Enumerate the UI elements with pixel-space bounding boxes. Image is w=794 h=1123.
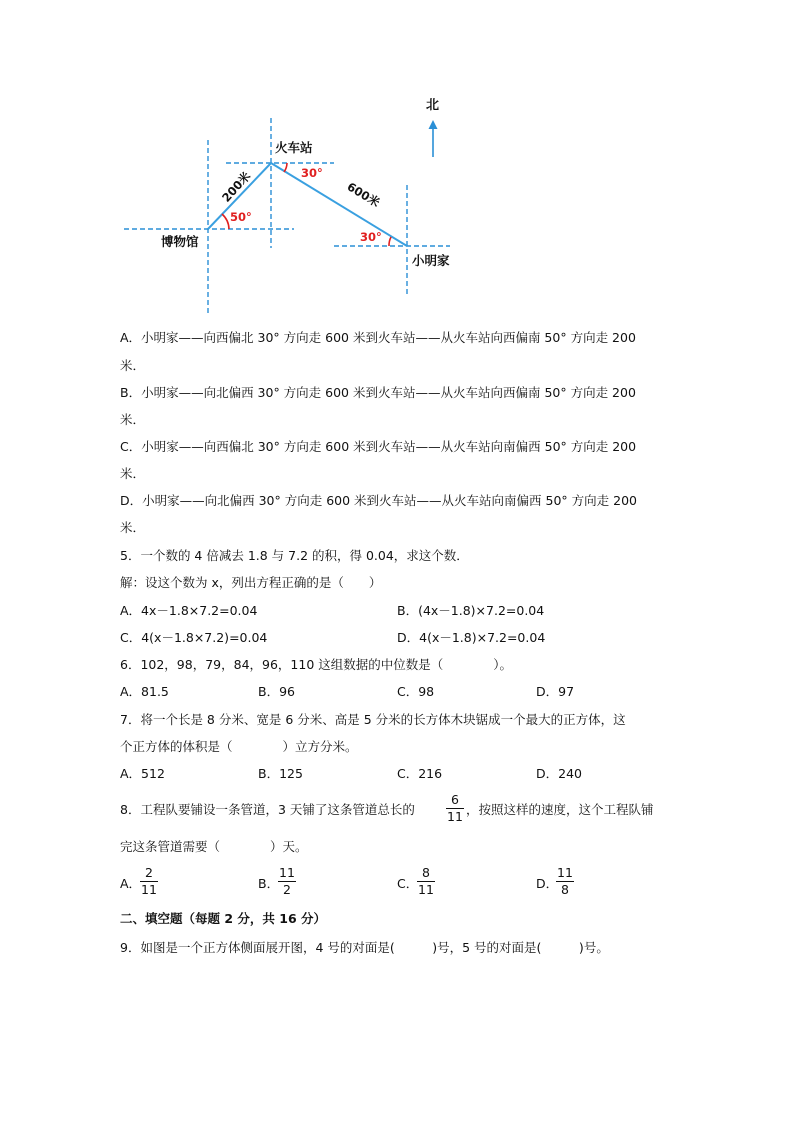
q6-stem: 6．102，98，79，84，96，110 这组数据的中位数是（ ）。 [120,657,513,672]
station-angle-arc [284,163,287,172]
museum-label: 博物馆 [161,234,199,249]
fraction-numerator: 11 [557,865,573,880]
section-heading: 二、填空题（每题 2 分，共 16 分） [120,911,327,926]
home-angle-label: 30° [360,230,382,244]
q7-option-d: D．240 [536,766,582,781]
q7-option-a: A．512 [120,766,165,781]
distance-200-label: 200米 [219,169,254,205]
q4-option-a-line1: A．小明家——向西偏北 30° 方向走 600 米到火车站——从火车站向西偏南 50° 方向走 200 [120,330,636,345]
station-label: 火车站 [275,140,313,155]
q5-option-d: D．4(x－1.8)×7.2=0.04 [397,630,546,645]
fraction-denominator: 11 [447,809,463,824]
q8-option-b-fraction [278,866,296,897]
q8-option-a-fraction [140,866,158,897]
fraction-numerator: 2 [140,866,158,882]
q7-stem-line1: 7．将一个长是 8 分米、宽是 6 分米、高是 5 分米的长方体木块锯成一个最大的正方体，这 [120,712,626,727]
q6-option-b: B．96 [258,684,295,699]
station-angle-label: 30° [301,166,323,180]
q8-option-c-fraction [417,866,435,897]
fraction-denominator: 8 [561,882,569,897]
q7-option-b: B．125 [258,766,303,781]
q8-stem-line2: 完这条管道需要（ ）天。 [120,839,308,854]
direction-diagram [0,0,794,330]
route-station-home [271,163,407,246]
home-label: 小明家 [412,253,450,268]
q6-option-d: D．97 [536,684,575,699]
fraction-denominator: 11 [141,882,157,897]
fraction-numerator: 8 [417,866,435,882]
home-angle-arc [389,237,391,246]
q4-option-b-line2: 米． [120,412,146,427]
q4-option-c-line2: 米． [120,466,146,481]
fraction-denominator: 2 [283,882,291,897]
q8-option-d-fraction [556,866,574,897]
q9-stem: 9．如图是一个正方体侧面展开图，4 号的对面是( )号，5 号的对面是( )号。 [120,940,609,955]
q8-stem-pre: 8．工程队要铺设一条管道，3 天铺了这条管道总长的 [120,802,415,817]
q5-stem: 5．一个数的 4 倍减去 1.8 与 7.2 的积，得 0.04，求这个数． [120,548,469,563]
q8-option-d-label: D． [536,876,559,891]
q4-option-a-line2: 米． [120,358,146,373]
fraction-numerator: 6 [446,793,464,809]
q6-option-a: A．81.5 [120,684,169,699]
q4-option-b-line1: B．小明家——向北偏西 30° 方向走 600 米到火车站——从火车站向西偏南 50° 方向走 200 [120,385,636,400]
q8-option-b-label: B． [258,876,280,891]
north-label: 北 [426,98,440,113]
q8-stem-post: ，按照这样的速度，这个工程队铺 [466,802,654,817]
q8-stem-fraction [446,793,464,824]
q7-option-c: C．216 [397,766,443,781]
q4-option-d-line2: 米． [120,520,146,535]
q7-stem-line2: 个正方体的体积是（ ）立方分米。 [120,739,358,754]
q5-option-b: B．(4x－1.8)×7.2=0.04 [397,603,545,618]
distance-600-label: 600米 [344,179,383,210]
fraction-denominator: 11 [418,882,434,897]
q4-option-c-line1: C．小明家——向西偏北 30° 方向走 600 米到火车站——从火车站向南偏西 50° 方向走 200 [120,439,637,454]
q6-option-c: C．98 [397,684,435,699]
north-arrow [429,120,438,157]
q4-option-d-line1: D．小明家——向北偏西 30° 方向走 600 米到火车站——从火车站向南偏西 50° 方向走 200 [120,493,637,508]
q5-hint: 解：设这个数为 x，列出方程正确的是（ ） [120,575,382,590]
museum-angle-label: 50° [230,210,252,224]
museum-angle-arc [222,214,229,229]
q5-option-c: C．4(x－1.8×7.2)=0.04 [120,630,268,645]
q8-option-a-label: A． [120,876,142,891]
q5-option-a: A．4x－1.8×7.2=0.04 [120,603,258,618]
q8-option-c-label: C． [397,876,419,891]
fraction-numerator: 11 [279,865,295,880]
